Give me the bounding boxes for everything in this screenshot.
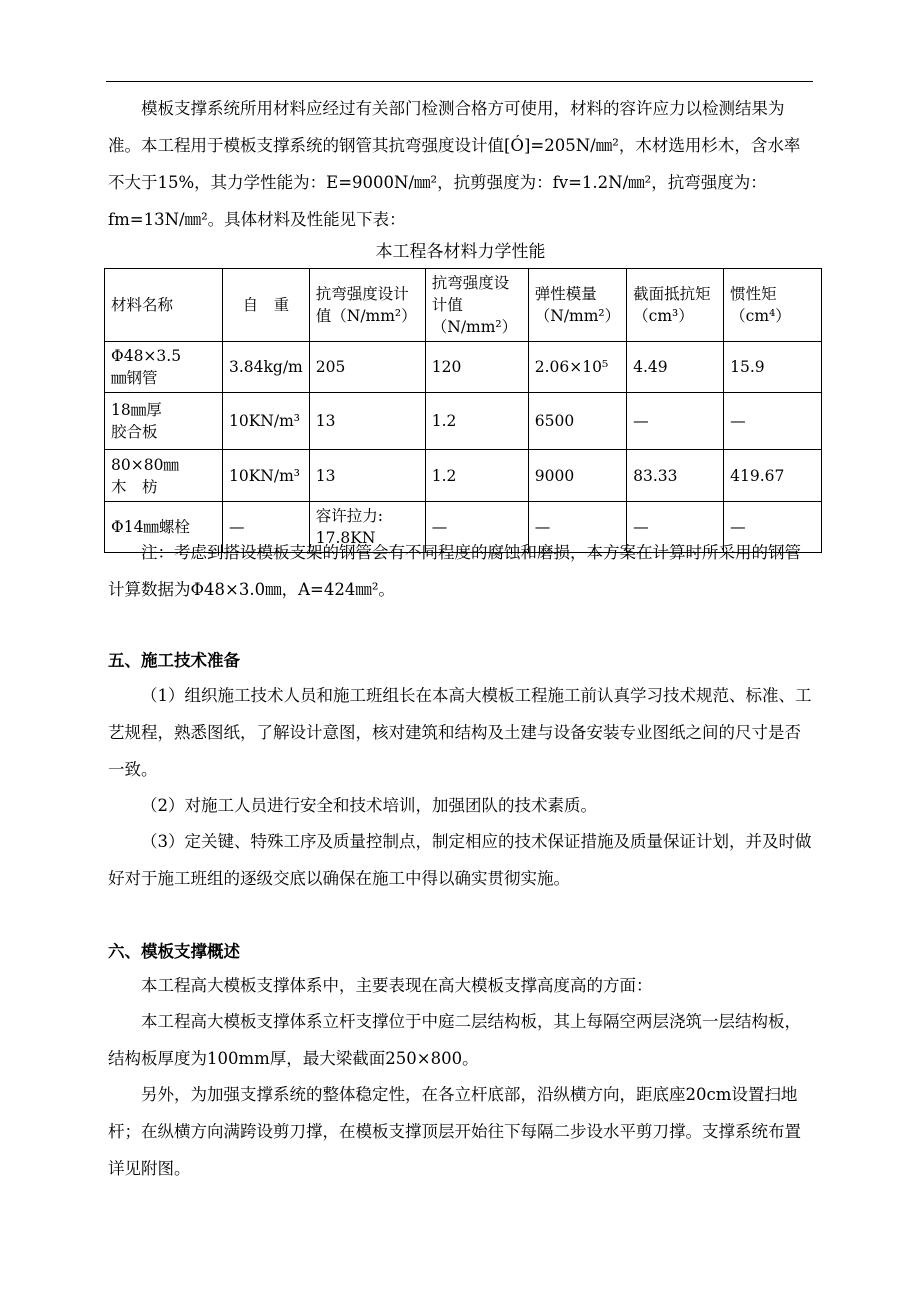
table-cell: 120 <box>425 342 528 393</box>
table-cell: 10KN/m³ <box>223 393 310 450</box>
section-heading-5: 五、施工技术准备 <box>108 651 240 670</box>
header-cell: 抗弯强度设计值（N/mm²） <box>425 269 528 342</box>
table-cell: 容许拉力: 17.8KN <box>309 502 425 553</box>
table-cell: — <box>724 502 822 553</box>
table-row <box>105 450 822 502</box>
table-cell: 15.9 <box>724 342 822 393</box>
header-rule <box>106 81 813 82</box>
list-item: （2）对施工人员进行安全和技术培训，加强团队的技术素质。 <box>141 796 597 815</box>
table-cell: — <box>627 502 724 553</box>
paragraph: 本工程高大模板支撑体系中，主要表现在高大模板支撑高度高的方面： <box>141 976 653 995</box>
table-cell: 4.49 <box>627 342 724 393</box>
table-cell: 80×80㎜ 木 枋 <box>105 450 223 502</box>
table-cell: 1.2 <box>425 450 528 502</box>
materials-table <box>104 268 822 553</box>
table-cell: Φ14㎜螺栓 <box>105 502 223 553</box>
paragraph: 另外，为加强支撑系统的整体稳定性，在各立杆底部，沿纵横方向，距底座20cm设置扫地杆；在纵横方向满跨设剪刀撑，在模板支撑顶层开始往下每隔二步设水平剪刀撑。支撑系统布置详见附图。 <box>108 1085 801 1178</box>
table-header-row <box>105 269 822 342</box>
table-row <box>105 342 822 393</box>
list-item: （3）定关键、特殊工序及质量控制点，制定相应的技术保证措施及质量保证计划，并及时做好对于施工班组的逐级交底以确保在施工中得以确实贯彻实施。 <box>108 832 812 888</box>
section-heading-6: 六、模板支撑概述 <box>108 942 240 961</box>
header-cell: 弹性模量（N/mm²） <box>528 269 626 342</box>
table-cell: 10KN/m³ <box>223 450 310 502</box>
table-cell: — <box>528 502 626 553</box>
table-row <box>105 393 822 450</box>
table-cell: 419.67 <box>724 450 822 502</box>
header-cell: 惯性矩（cm⁴） <box>724 269 822 342</box>
table-caption: 本工程各材料力学性能 <box>375 242 546 262</box>
table-cell: 83.33 <box>627 450 724 502</box>
header-cell: 自 重 <box>223 269 310 342</box>
table-cell: — <box>724 393 822 450</box>
table-cell: 6500 <box>528 393 626 450</box>
table-cell: 9000 <box>528 450 626 502</box>
intro-paragraph: 模板支撑系统所用材料应经过有关部门检测合格方可使用，材料的容许应力以检测结果为准。本工程用于模板支撑系统的钢管其抗弯强度设计值[Ó]=205N/㎜²，木材选用杉木，含水率不大于15%，其力学性能为：E=9000N/㎜²，抗剪强度为：fv=1.2N/㎜²，抗弯强度为：fm=13N/㎜²。具体材料及性能见下表： <box>108 99 801 229</box>
header-cell: 截面抵抗矩（cm³） <box>627 269 724 342</box>
header-cell: 材料名称 <box>105 269 223 342</box>
table-cell: 2.06×10⁵ <box>528 342 626 393</box>
list-item: （1）组织施工技术人员和施工班组长在本高大模板工程施工前认真学习技术规范、标准、工艺规程，熟悉图纸，了解设计意图，核对建筑和结构及土建与设备安装专业图纸之间的尺寸是否一致。 <box>108 686 812 779</box>
table-cell: — <box>425 502 528 553</box>
table-cell: Φ48×3.5 ㎜钢管 <box>105 342 223 393</box>
table-cell: — <box>223 502 310 553</box>
table-cell: 13 <box>309 450 425 502</box>
table-cell: 18㎜厚 胶合板 <box>105 393 223 450</box>
header-cell: 抗弯强度设计值（N/mm²） <box>309 269 425 342</box>
paragraph: 本工程高大模板支撑体系立杆支撑位于中庭二层结构板，其上每隔空两层浇筑一层结构板，结构板厚度为100mm厚，最大梁截面250×800。 <box>108 1012 801 1068</box>
note-paragraph: 注：考虑到搭设模板支架的钢管会有不同程度的腐蚀和磨损，本方案在计算时所采用的钢管计算数据为Φ48×3.0㎜，A=424㎜²。 <box>108 543 801 599</box>
table-cell: 13 <box>309 393 425 450</box>
table-cell: 3.84kg/m <box>223 342 310 393</box>
table-cell: 205 <box>309 342 425 393</box>
table-cell: 1.2 <box>425 393 528 450</box>
table-cell: — <box>627 393 724 450</box>
